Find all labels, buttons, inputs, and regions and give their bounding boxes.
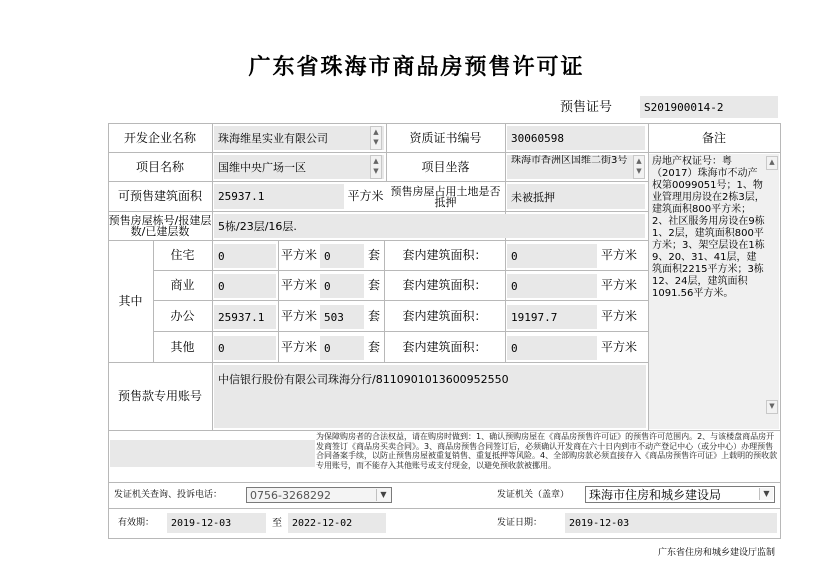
remark-text: 房地产权证号：粤（2017）珠海市不动产权第0099051号；1、物业管理用房设在2栋3层，建筑面积800平方米；2、社区服务用房设在9栋1、2层，建筑面积800平方米；3、架空层设在1栋9、20、31、41层，建筑面积2215平方米；3栋12、24层，建筑面积1091.56平方米。 <box>652 156 765 299</box>
note-label: 备注 <box>701 130 726 145</box>
usage-sets-field[interactable]: 0 <box>320 244 364 268</box>
usage-area-field[interactable]: 25937.1 <box>214 305 276 329</box>
chevron-down-icon: ▼ <box>376 489 390 501</box>
usage-inner-label: 套内建筑面积： <box>402 248 487 262</box>
among-label: 其中 <box>118 294 143 308</box>
location-label: 项目坐落 <box>421 159 470 174</box>
to-label: 至 <box>272 517 282 529</box>
mortgage-field[interactable]: 未被抵押 <box>507 184 645 209</box>
area-unit: 平方米 <box>347 189 384 203</box>
issue-date-label: 发证日期： <box>497 518 543 528</box>
usage-inner-field[interactable]: 0 <box>507 244 597 268</box>
usage-type: 办公 <box>170 308 195 323</box>
usage-sets-field[interactable]: 503 <box>320 305 364 329</box>
qualification-field[interactable]: 30060598 <box>507 126 645 150</box>
permit-number-field[interactable]: S201900014-2 <box>640 96 778 118</box>
supervisor-text: 广东省住房和城乡建设厅监制 <box>657 548 775 558</box>
developer-label: 开发企业名称 <box>123 130 196 145</box>
area-field[interactable]: 25937.1 <box>214 184 344 209</box>
usage-inner-field[interactable]: 0 <box>507 336 597 360</box>
buildings-label: 预售房屋栋号/报建层数/已建层数 <box>108 214 212 238</box>
location-field[interactable]: 珠海市香洲区国维二街3号 <box>507 155 645 179</box>
notice-text: 为保障购房者的合法权益，请在购房时做到：1、确认预购房屋在《商品房预售许可证》的预售许可范围内。2、与该楼盘商品房开发商签订《商品房买卖合同》。3、商品房预售合同签订后，必须确认开发商在六十日内到市不动产登记中心（或分中心）办理预售合同备案手续，以防止预售房屋被重复销售、重复抵押等风险。4、全部购房款必须直接存入《商品房预售许可证》上载明的预收款专用账号，而不能存入其他账号或支付现金，以避免预收款被挪用。 <box>316 432 778 470</box>
project-label: 项目名称 <box>135 159 184 174</box>
developer-scroll[interactable]: ▲ ▼ <box>370 126 382 150</box>
permit-label: 预售证号 <box>559 99 612 115</box>
phone-value: 0756-3268292 <box>250 488 331 502</box>
issue-date-field[interactable]: 2019-12-03 <box>565 513 777 533</box>
phone-select[interactable] <box>246 487 392 503</box>
project-field[interactable]: 国维中央广场一区 <box>214 155 384 179</box>
issuer-label: 发证机关（盖章） <box>497 490 570 500</box>
usage-inner-label: 套内建筑面积： <box>402 339 487 354</box>
usage-sets-field[interactable]: 0 <box>320 336 364 360</box>
area-label: 可预售建筑面积 <box>117 189 202 203</box>
usage-inner-label: 套内建筑面积： <box>402 308 487 323</box>
usage-inner-unit: 平方米 <box>600 308 637 323</box>
buildings-field[interactable]: 5栋/23层/16层. <box>214 214 645 238</box>
valid-label: 有效期： <box>118 518 155 528</box>
remark-scroll-down[interactable]: ▼ <box>766 400 778 414</box>
usage-area-unit: 平方米 <box>280 308 317 323</box>
usage-inner-field[interactable]: 19197.7 <box>507 305 597 329</box>
usage-inner-label: 套内建筑面积： <box>402 278 487 292</box>
usage-area-unit: 平方米 <box>280 339 317 354</box>
usage-inner-unit: 平方米 <box>600 339 637 354</box>
usage-type: 商业 <box>170 278 195 292</box>
usage-area-unit: 平方米 <box>280 248 317 262</box>
account-label: 预售款专用账号 <box>117 389 202 403</box>
usage-inner-field[interactable]: 0 <box>507 274 597 298</box>
usage-inner-unit: 平方米 <box>600 248 637 262</box>
valid-from-field[interactable]: 2019-12-03 <box>167 513 266 533</box>
remark-textarea[interactable] <box>649 154 779 429</box>
usage-type: 其他 <box>170 339 195 354</box>
usage-type: 住宅 <box>170 248 195 262</box>
usage-sets-field[interactable]: 0 <box>320 274 364 298</box>
chevron-down-icon: ▼ <box>759 488 773 500</box>
qualification-label: 资质证书编号 <box>409 130 482 145</box>
usage-sets-unit: 套 <box>367 278 380 292</box>
account-field[interactable]: 中信银行股份有限公司珠海分行/8110901013600952550 <box>214 365 646 428</box>
usage-sets-unit: 套 <box>367 308 380 323</box>
usage-area-field[interactable]: 0 <box>214 274 276 298</box>
usage-area-unit: 平方米 <box>280 278 317 292</box>
developer-field[interactable]: 珠海维星实业有限公司 <box>214 126 384 150</box>
usage-area-field[interactable]: 0 <box>214 336 276 360</box>
project-scroll[interactable]: ▲ ▼ <box>370 155 382 179</box>
issuer-value: 珠海市住房和城乡建设局 <box>589 488 722 502</box>
issuer-select[interactable] <box>585 486 775 503</box>
usage-area-field[interactable]: 0 <box>214 244 276 268</box>
remark-scroll-up[interactable]: ▲ <box>766 156 778 170</box>
page-title: 广东省珠海市商品房预售许可证 <box>248 54 585 80</box>
notice-blank <box>110 440 315 467</box>
complaint-label: 发证机关查询、投诉电话： <box>114 490 223 500</box>
valid-to-field[interactable]: 2022-12-02 <box>288 513 386 533</box>
usage-sets-unit: 套 <box>367 248 380 262</box>
usage-sets-unit: 套 <box>367 339 380 354</box>
mortgage-label: 预售房屋占用土地是否抵押 <box>390 184 501 209</box>
usage-inner-unit: 平方米 <box>600 278 637 292</box>
location-scroll[interactable]: ▲ ▼ <box>633 155 645 179</box>
